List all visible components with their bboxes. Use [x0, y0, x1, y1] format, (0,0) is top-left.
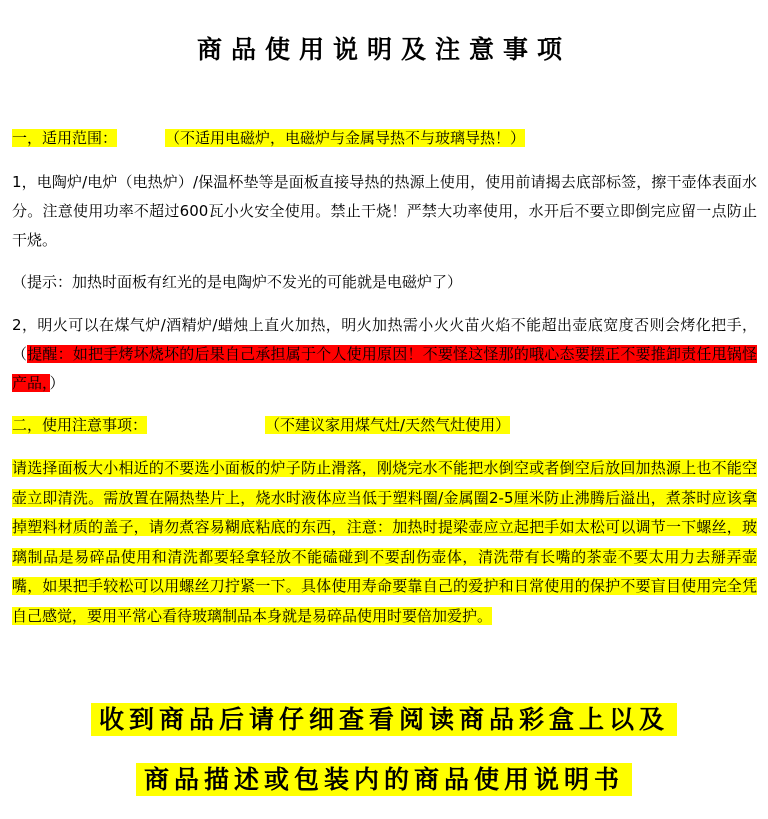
- footer-line-2: [0, 760, 768, 800]
- tip-text: （提示：加热时面板有红光的是电陶炉不发光的可能就是电磁炉了）: [12, 273, 463, 291]
- paragraph-2: [12, 311, 757, 398]
- footer-line-1-text: 收到商品后请仔细查看阅读商品彩盒上以及: [91, 703, 677, 736]
- paragraph-2-close-paren: ）: [49, 374, 65, 392]
- paragraph-3-text: 请选择面板大小相近的不要选小面板的炉子防止滑落，刚烧完水不能把水倒空或者倒空后放回加热源上也不能空壶立即清洗。需放置在隔热垫片上，烧水时液体应当低于塑料圈/金属圈2-5厘米防止沸腾后溢出，煮茶时应该拿掉塑料材质的盖子，请勿煮容易糊底粘底的东西，注意：加热时提梁壶应立起把手如太松可以调节一下螺丝，玻璃制品是易碎品使用和清洗都要轻拿轻放不能磕碰到不要刮伤壶体，清洗带有长嘴的茶壶不要太用力去掰弄壶嘴，如果把手较松可以用螺丝刀拧紧一下。具体使用寿命要靠自己的爱护和日常使用的保护不要盲目使用完全凭自己感觉，要用平常心看待玻璃制品本身就是易碎品使用时要倍加爱护。: [12, 459, 757, 625]
- section-2-heading: 二，使用注意事项：: [12, 416, 148, 434]
- warning-text: 提醒：如把手烤坏烧坏的后果自己承担属于个人使用原因！不要怪这怪那的哦心态要摆正不要推卸责任甩锅怪产品，: [12, 345, 757, 392]
- section-1-note: （不适用电磁炉，电磁炉与金属导热不与玻璃导热！）: [165, 129, 526, 147]
- footer-line-2-text: 商品描述或包装内的商品使用说明书: [136, 763, 632, 796]
- section-2-row: [12, 414, 510, 436]
- section-2-note: （不建议家用煤气灶/天然气灶使用）: [265, 416, 511, 434]
- paragraph-2-open-paren: （: [12, 345, 28, 363]
- paragraph-2-text: 2，明火可以在煤气炉/酒精炉/蜡烛上直火加热，明火加热需小火火苗火焰不能超出壶底宽度否则会烤化把手，: [12, 316, 757, 334]
- paragraph-3: [12, 454, 757, 631]
- page-title: 商品使用说明及注意事项: [196, 35, 571, 64]
- section-1-row: [12, 127, 525, 149]
- section-1-heading: 一，适用范围：: [12, 129, 118, 147]
- paragraph-1: 1，电陶炉/电炉（电热炉）/保温杯垫等是面板直接导热的热源上使用，使用前请揭去底部标签，擦干壶体表面水分。注意使用功率不超过600瓦小火安全使用。禁止干烧！严禁大功率使用，水开后不要立即倒完应留一点防止干烧。: [12, 173, 757, 249]
- footer-line-1: [0, 700, 768, 740]
